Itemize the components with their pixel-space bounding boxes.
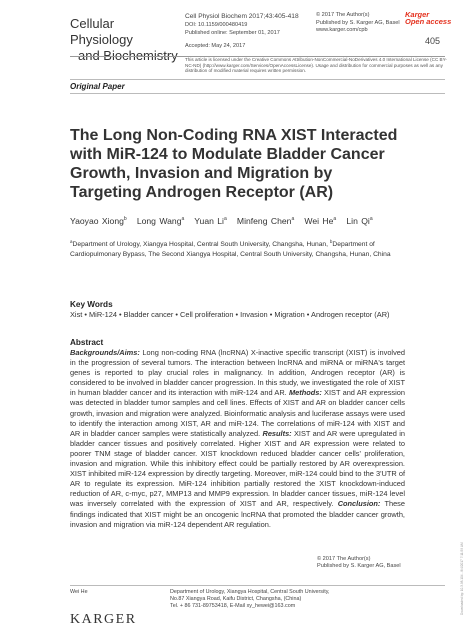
journal-website[interactable]: www.karger.com/cpb	[316, 27, 368, 34]
article-title: The Long Non-Coding RNA XIST Interacted with MiR-124 to Modulate Bladder Cancer Growth, Invasion and Migration by Targeting Androgen Receptor (AR)	[70, 127, 398, 201]
corresponding-author: Wei He	[70, 589, 88, 595]
abstract-background-text: Long non-coding RNA (lncRNA) X-inactive specific transcript (XIST) is involved in the progression of several tumors. The interaction between lncRNA and miRNA or miRNA's target genes is reported to play crucial roles in malignancy. In addition, Androgen receptor (AR) is considered to be involved in bladder cancer progression. In this study, we investigated the role of XIST in human bladder cancer and its interaction with miR-124 and AR.	[70, 348, 405, 398]
accepted-date: Accepted: May 24, 2017	[185, 43, 246, 50]
section-divider-top	[70, 79, 445, 80]
affiliation-b: Department of Cardiopulmonary Bypass, The Second Xiangya Hospital, Central South University, Changsha, Hunan, China	[70, 241, 391, 258]
abstract-background-label: Backgrounds/Aims:	[70, 348, 140, 357]
abstract-results-label: Results:	[262, 428, 292, 438]
abstract-results-text: XIST and AR were upregulated in bladder cancer tissues and positively correlated. Higher XIST and AR expression were related to poorer TNM stage of bladder cancer. XIST knockdown reduced bladder cancer cells' proliferation, invasion and migration. While this inhibitory effect could be partially restored by AR overexpression. XIST inhibited miR-124 expression by directly targeting. Moreover, miR-124 could bind to the 3'UTR of AR to regulate its expression. MiR-124 inhibition partially restored the XIST knockdown-induced reduction of AR, c-myc, p27, MMP13 and MMP9 expression. In bladder cancer tissues, miR-124 level was inversely correlated with the expression of XIST and AR, respectively.	[70, 428, 405, 509]
section-divider-bottom	[70, 93, 445, 94]
publisher-line: Published by S. Karger AG, Basel	[317, 563, 401, 570]
copyright-block	[317, 556, 447, 571]
affiliations: $^a$Department of Urology, Xiangya Hospital, Central South University, Changsha, Hunan, $^b$Department of Cardiopulmonary Bypass, The Second Xiangya Hospital, Central South University, Changsha, Hunan, China	[70, 239, 391, 258]
footer-divider	[70, 585, 445, 586]
doi[interactable]: DOI: 10.1159/000480419	[185, 22, 248, 28]
license-text: This article is licensed under the Creative Commons Attribution-NonCommercial-NoDerivatives 4.0 International License (CC BY-NC-ND) (http://www.karger.com/Services/OpenAccessLicense). Usage and distribution for commercial purposes as well as any distribution of modified material requires written permission.	[185, 57, 447, 74]
download-watermark: Downloaded by: 10.3.98.104 - 8/4/2017 7:11:59 AM	[460, 542, 464, 615]
abstract-conclusion-label: Conclusion:	[337, 499, 381, 509]
abstract-conclusion-text: These findings indicated that XIST might be an oncogenic lncRNA that promoted the bladder cancer growth, invasion and migration via miR-124 dependent AR regulation.	[70, 499, 405, 529]
copyright-line: © 2017 The Author(s)	[317, 556, 371, 562]
journal-name-line1: Cellular Physiology	[70, 16, 133, 47]
author[interactable]: Wei He$^a$	[304, 215, 337, 226]
logo-karger-text: Karger	[405, 10, 430, 19]
article-meta	[185, 12, 315, 51]
published-date: Published online: September 01, 2017	[185, 29, 280, 36]
author[interactable]: Yuan Li$^a$	[194, 215, 227, 226]
affiliation-a: Department of Urology, Xiangya Hospital, Central South University, Changsha, Hunan,	[72, 241, 330, 249]
author[interactable]: Yaoyao Xiong$^b$	[70, 215, 127, 226]
karger-logo: KARGER	[70, 612, 137, 627]
author[interactable]: Long Wang$^a$	[136, 215, 185, 226]
karger-open-access-logo	[405, 11, 455, 25]
abstract-methods-text: XIST and AR expression was detected in bladder tumor samples and cell lines. Effects of XIST and AR on bladder cancer cells growth, invasion and migration were analyzed. Bioinformatic analysis and luciferase assays were used to identify the interaction among XIST, AR and miR-124. The correlations of miR-124 with XIST and AR in bladder cancer samples were statistically analyzed.	[70, 388, 405, 438]
abstract-methods-label: Methods:	[288, 388, 322, 398]
journal-name-line2: and Biochemistry	[78, 48, 178, 63]
abstract-body	[70, 348, 405, 530]
author[interactable]: Lin Qi$^a$	[346, 215, 373, 226]
contact-line[interactable]: Tel. + 86 731-89753418, E-Mail xy_hewei@163.com	[170, 602, 296, 609]
page-number: 405	[425, 36, 441, 46]
corresponding-address: Department of Urology, Xiangya Hospital, Central South University, No.87 Xiangya Road, Kaifu District, Changsha, (China) Tel. + 86 731-89753418, E-Mail xy_hewei@163.com	[170, 589, 400, 610]
author-list	[70, 213, 410, 227]
logo-open-access-text: Open access	[405, 17, 452, 26]
citation: Cell Physiol Biochem 2017;43:405-418	[185, 13, 299, 20]
author[interactable]: Minfeng Chen$^a$	[236, 215, 295, 226]
keywords-heading: Key Words	[70, 300, 113, 309]
keywords-text: Xist • MiR-124 • Bladder cancer • Cell proliferation • Invasion • Migration • Androgen receptor (AR)	[70, 310, 390, 319]
copyright-line: © 2017 The Author(s)	[316, 12, 370, 18]
abstract-heading: Abstract	[70, 338, 104, 347]
section-label: Original Paper	[70, 82, 125, 91]
publisher-line: Published by S. Karger AG, Basel	[316, 19, 400, 26]
